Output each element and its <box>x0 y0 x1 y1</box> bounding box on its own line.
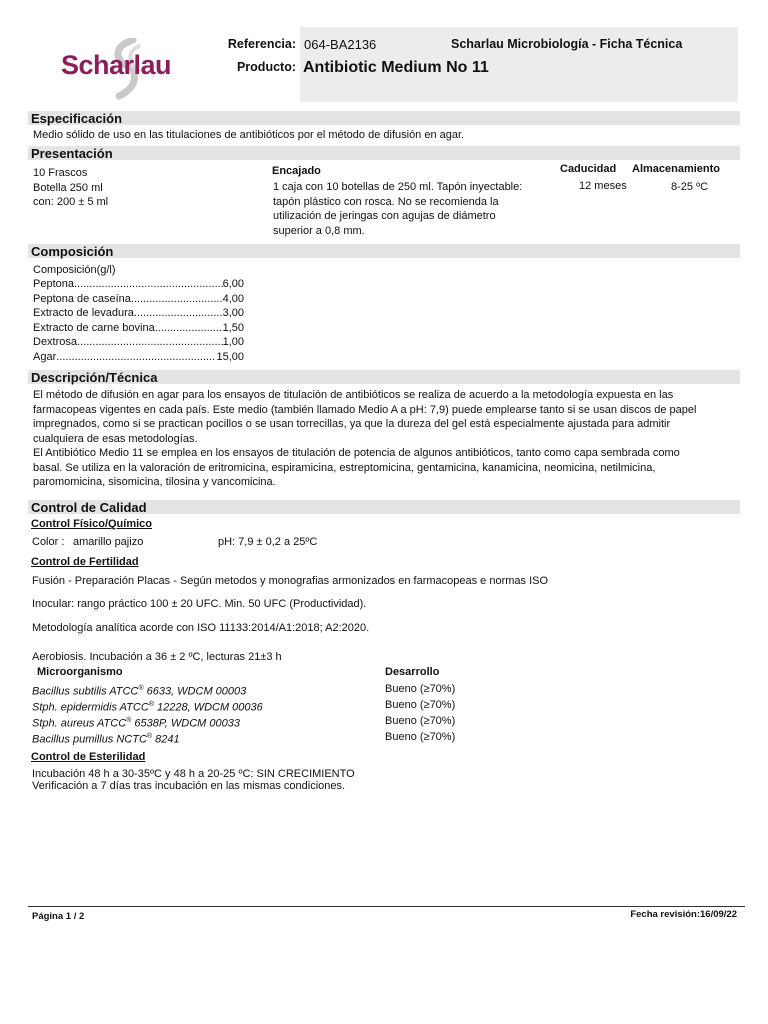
product-value: Antibiotic Medium No 11 <box>303 59 489 76</box>
organism-name: Stph. aureus ATCC® 6538P, WDCM 00033 <box>32 717 240 730</box>
composicion-list <box>33 277 244 364</box>
esterilidad-line: Incubación 48 h a 30-35ºC y 48 h a 20-25 ºC: SIN CRECIMIENTO <box>32 768 355 780</box>
incubacion-text: Aerobiosis. Incubación a 36 ± 2 ºC, lecturas 21±3 h <box>32 651 282 663</box>
section-especificacion: Especificación <box>28 111 740 125</box>
color-label: Color : <box>32 536 65 548</box>
section-descripcion: Descripción/Técnica <box>28 370 740 384</box>
organism-result: Bueno (≥70%) <box>385 731 456 743</box>
item-name: Agar <box>33 350 57 363</box>
item-name: Peptona de caseína <box>33 292 131 305</box>
descripcion-line: farmacopeas vigentes en cada país. Este medio (también llamado Medio A a pH: 7,9) puede emplearse tanto si se usan discos de papel <box>33 403 697 416</box>
composicion-item <box>33 277 244 292</box>
organism-name: Bacillus pumillus NCTC® 8241 <box>32 733 180 746</box>
item-name: Dextrosa <box>33 336 78 348</box>
presentacion-line: 10 Frascos <box>33 167 88 179</box>
page-number: Página 1 / 2 <box>32 911 85 922</box>
logo-text: Scharlau <box>61 50 172 80</box>
fertilidad-line: Inocular: rango práctico 100 ± 20 UFC. Min. 50 UFC (Productividad). <box>32 598 367 610</box>
composicion-subtitle: Composición(g/l) <box>33 264 116 276</box>
ph-value: pH: 7,9 ± 0,2 a 25ºC <box>218 536 318 548</box>
company-title: Scharlau Microbiología - Ficha Técnica <box>451 37 683 51</box>
descripcion-line: basal. Se utiliza en la valoración de eritromicina, espiramicina, estreptomicina, gentamicina, kanamicina, neomicina, netilmicina, <box>33 461 656 474</box>
ref-label: Referencia: <box>227 37 296 51</box>
composicion-item <box>33 321 244 336</box>
presentacion-line: con: 200 ± 5 ml <box>33 196 109 208</box>
color-value: amarillo pajizo <box>73 536 144 548</box>
desarrollo-header: Desarrollo <box>385 666 440 678</box>
footer-divider <box>28 906 745 907</box>
item-name: Extracto de levadura <box>33 307 134 319</box>
item-value: 3,00 <box>222 307 244 319</box>
section-control-calidad: Control de Calidad <box>28 500 740 514</box>
section-composicion: Composición <box>28 244 740 258</box>
composicion-item <box>33 292 244 307</box>
micro-header: Microorganismo <box>37 666 123 678</box>
item-value: 6,00 <box>222 278 244 290</box>
fertilidad-line: Metodología analítica acorde con ISO 11133:2014/A1:2018; A2:2020. <box>32 622 370 634</box>
descripcion-line: impregnados, como si se practican pocillos o se usan torrecillas, ya que la dureza del gel está especialmente ajustada para admitir <box>33 418 671 430</box>
presentacion-line: Botella 250 ml <box>33 181 103 194</box>
especificacion-text: Medio sólido de uso en las titulaciones de antibióticos por el método de difusión en agar. <box>33 129 465 141</box>
item-name: Peptona <box>33 278 74 290</box>
descripcion-text <box>33 388 696 490</box>
item-value: 1,00 <box>222 336 244 348</box>
item-value: 4,00 <box>222 292 244 305</box>
product-label: Producto: <box>236 60 296 74</box>
table-row <box>32 730 472 746</box>
esterilidad-text <box>32 768 355 792</box>
presentacion-lines <box>33 166 108 210</box>
table-row <box>32 682 472 698</box>
table-row <box>32 698 472 714</box>
organism-result: Bueno (≥70%) <box>385 715 456 727</box>
caducidad-value: 12 meses <box>579 180 627 192</box>
composicion-item <box>33 306 244 321</box>
fisico-title: Control Físico/Químico <box>31 518 153 530</box>
descripcion-line: El Antibiótico Medio 11 se emplea en los ensayos de titulación de potencia de algunos antibióticos, tanto como capa sembrada como <box>33 447 680 459</box>
esterilidad-line: Verificación a 7 días tras incubación en las mismas condiciones. <box>32 780 346 792</box>
almacenamiento-label: Almacenamiento <box>632 163 721 175</box>
encajado-line: 1 caja con 10 botellas de 250 ml. Tapón inyectable: <box>273 181 523 193</box>
encajado-line: tapón plástico con rosca. No se recomienda la <box>273 195 499 208</box>
organism-name: Stph. epidermidis ATCC® 12228, WDCM 00036 <box>32 701 263 714</box>
fertilidad-line: Fusión - Preparación Placas - Según metodos y monografias armonizados en farmacopeas e normas ISO <box>32 575 549 587</box>
ref-value: 064-BA2136 <box>304 37 377 52</box>
fertilidad-title: Control de Fertilidad <box>31 556 139 568</box>
item-name: Extracto de carne bovina <box>33 321 155 334</box>
table-row <box>32 714 472 730</box>
descripcion-line: El método de difusión en agar para los ensayos de titulación de antibióticos se realiza de acuerdo a la metodología expuesta en las <box>33 389 674 401</box>
descripcion-line: paromomicina, sisomicina, tilosina y vancomicina. <box>33 476 276 488</box>
esterilidad-title: Control de Esterilidad <box>31 751 146 763</box>
encajado-text <box>273 180 522 238</box>
section-presentacion: Presentación <box>28 146 740 160</box>
composicion-item <box>33 350 244 365</box>
almacenamiento-value: 8-25 ºC <box>671 181 709 193</box>
encajado-line: utilización de jeringas con agujas de diámetro <box>273 210 496 222</box>
organism-row <box>32 682 472 746</box>
logo <box>58 38 188 98</box>
caducidad-label: Caducidad <box>560 163 617 175</box>
organism-result: Bueno (≥70%) <box>385 683 456 695</box>
revision-date: Fecha revisión:16/09/22 <box>630 909 737 920</box>
item-value: 15,00 <box>216 350 244 363</box>
organism-name: Bacillus subtilis ATCC® 6633, WDCM 00003 <box>32 685 247 698</box>
composicion-item <box>33 335 244 350</box>
item-value: 1,50 <box>222 321 244 334</box>
encajado-label: Encajado <box>272 165 321 177</box>
organism-result: Bueno (≥70%) <box>385 699 456 711</box>
descripcion-line: cualquiera de esas metodologías. <box>33 432 198 445</box>
encajado-line: superior a 0,8 mm. <box>273 224 365 237</box>
